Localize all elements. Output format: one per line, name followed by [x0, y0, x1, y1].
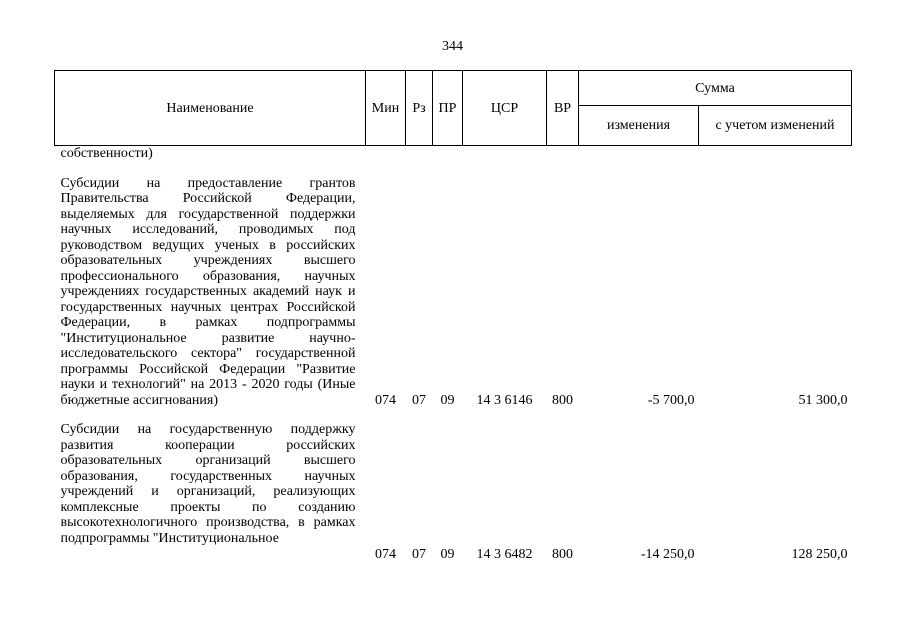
header-csr: ЦСР	[463, 71, 547, 146]
table-row	[55, 422, 852, 562]
table-header	[55, 71, 852, 146]
budget-table	[54, 70, 852, 562]
row-name	[55, 422, 366, 562]
row-min: 074	[375, 392, 396, 408]
row-vr: 800	[552, 546, 573, 562]
row-csr: 14 3 6482	[476, 546, 533, 562]
row-change: -14 250,0	[640, 546, 695, 562]
row-change: -5 700,0	[647, 392, 695, 408]
header-sum: Сумма	[579, 71, 852, 106]
header-pr: ПР	[433, 71, 463, 146]
header-change: изменения	[579, 106, 699, 146]
header-vr: ВР	[547, 71, 579, 146]
continuation-text: собственности)	[60, 146, 153, 161]
row-rz: 07	[412, 392, 426, 408]
header-min: Мин	[366, 71, 406, 146]
header-with-change: с учетом изменений	[699, 106, 852, 146]
row-min: 074	[375, 546, 396, 562]
row-csr: 14 3 6146	[476, 392, 533, 408]
page-number: 344	[442, 39, 463, 54]
continuation-row	[55, 146, 852, 162]
row-name: Субсидии на предоставление грантов Правительства Российской Федерации, выделяемых для государственной поддержки научных исследований, проводимых под руководством ведущих ученых в российских образовательных учреждениях высшего профессионального образования, научных учреждениях государственных академий наук и государственных научных центрах Российской Федерации, в рамках подпрограммы "Институциональное развитие научно-исследовательского сектора" государственной программы Российской Федерации "Развитие науки и технологий" на 2013 - 2020 годы (Иные бюджетные ассигнования)	[60, 175, 356, 408]
row-pr: 09	[440, 546, 455, 562]
row-pr: 09	[440, 392, 455, 408]
row-rz: 07	[412, 546, 426, 562]
row-name-text: Субсидии на государственную поддержку развития кооперации российских образовательных организаций высшего образования, государственных научных учреждений и организаций, реализующих комплексные проекты по созданию высокотехнологичного производства, в рамках подпрограммы "Институциональное	[60, 422, 356, 546]
header-name: Наименование	[55, 71, 366, 146]
row-total: 51 300,0	[798, 392, 848, 408]
table-row	[55, 176, 852, 409]
row-vr: 800	[552, 392, 573, 408]
header-rz: Рз	[406, 71, 433, 146]
row-total: 128 250,0	[791, 546, 848, 562]
